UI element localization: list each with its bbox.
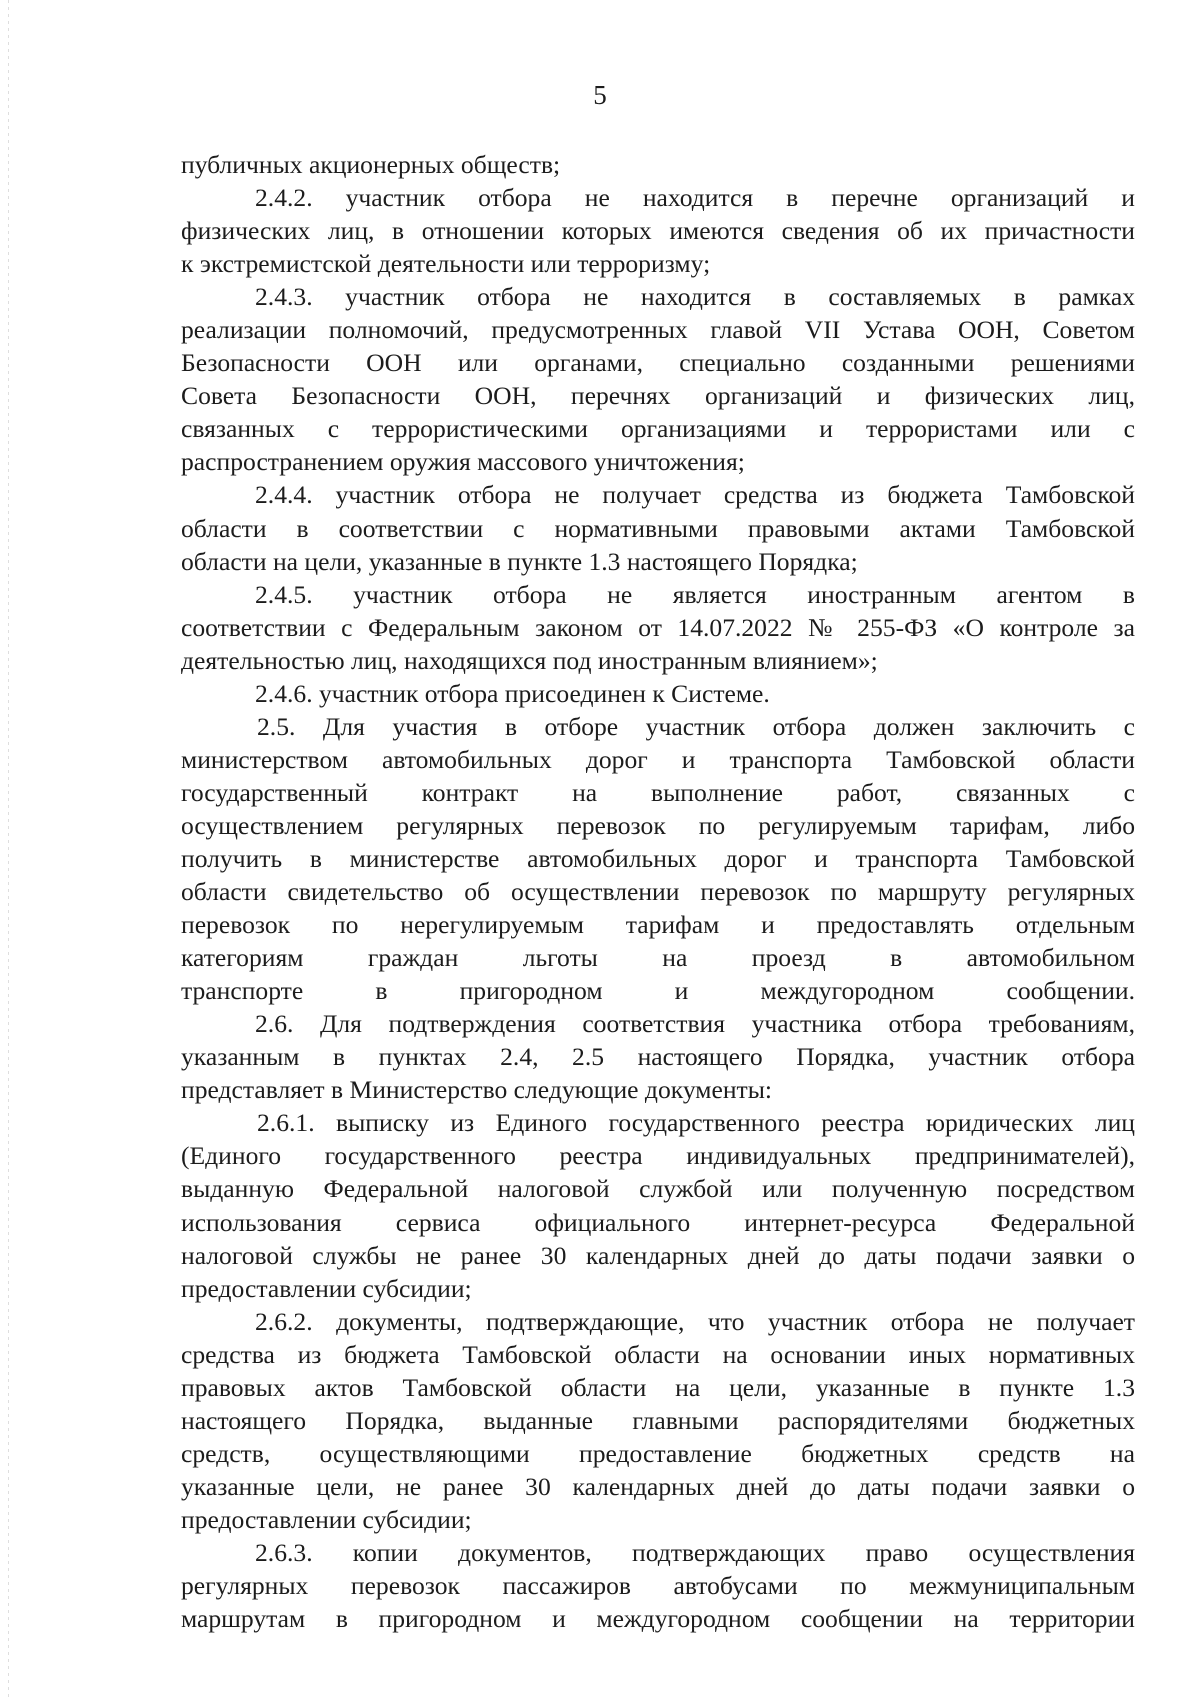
text-line: области свидетельство об осуществлении перевозок по маршруту регулярных <box>181 877 1135 907</box>
text-line: маршрутам в пригородном и междугородном сообщении на территории <box>181 1604 1135 1634</box>
text-line: Совета Безопасности ООН, перечнях организаций и физических лиц, <box>181 381 1135 411</box>
text-line: налоговой службы не ранее 30 календарных дней до даты подачи заявки о <box>181 1240 1135 1270</box>
text-line: средства из бюджета Тамбовской области на основании иных нормативных <box>181 1339 1135 1369</box>
text-line: осуществлением регулярных перевозок по регулируемым тарифам, либо <box>181 810 1135 840</box>
text-line: 2.4.3. участник отбора не находится в составляемых в рамках <box>255 282 1135 312</box>
text-line: 2.6. Для подтверждения соответствия участника отбора требованиям, <box>255 1009 1135 1039</box>
text-line: к экстремистской деятельности или терроризму; <box>181 249 711 279</box>
text-line: 2.6.1. выписку из Единого государственного реестра юридических лиц <box>257 1108 1135 1138</box>
text-line: (Единого государственного реестра индивидуальных предпринимателей), <box>181 1141 1135 1171</box>
text-line: использования сервиса официального интернет-ресурса Федеральной <box>181 1207 1135 1237</box>
text-line: государственный контракт на выполнение работ, связанных с <box>181 777 1135 807</box>
text-line: публичных акционерных обществ; <box>181 150 561 179</box>
text-line: 2.6.2. документы, подтверждающие, что участник отбора не получает <box>255 1306 1135 1336</box>
text-line: соответствии с Федеральным законом от 14.07.2022 № 255-ФЗ «О контроле за <box>181 612 1135 642</box>
text-line: регулярных перевозок пассажиров автобусами по межмуниципальным <box>181 1571 1135 1601</box>
text-line: распространением оружия массового уничтожения; <box>181 447 745 477</box>
text-line: физических лиц, в отношении которых имеются сведения об их причастности <box>181 216 1135 246</box>
document-body <box>181 148 1135 1635</box>
text-line: настоящего Порядка, выданные главными распорядителями бюджетных <box>181 1405 1135 1435</box>
text-line: деятельностью лиц, находящихся под иностранным влиянием»; <box>181 645 878 675</box>
text-line: представляет в Министерство следующие документы: <box>181 1075 773 1105</box>
text-line: 2.4.2. участник отбора не находится в перечне организаций и <box>255 183 1135 213</box>
text-line: средств, осуществляющими предоставление бюджетных средств на <box>181 1438 1135 1468</box>
text-line: правовых актов Тамбовской области на цели, указанные в пункте 1.3 <box>181 1372 1135 1402</box>
text-line: 2.5. Для участия в отборе участник отбора должен заключить с <box>257 711 1135 741</box>
text-line: связанных с террористическими организациями и террористами или с <box>181 414 1135 444</box>
text-line: выданную Федеральной налоговой службой или полученную посредством <box>181 1174 1135 1204</box>
text-line: получить в министерстве автомобильных дорог и транспорта Тамбовской <box>181 843 1135 873</box>
text-line: предоставлении субсидии; <box>181 1504 472 1534</box>
text-line: 2.4.5. участник отбора не является иностранным агентом в <box>255 579 1135 609</box>
text-line: указанные цели, не ранее 30 календарных дней до даты подачи заявки о <box>181 1471 1135 1501</box>
text-line: министерством автомобильных дорог и транспорта Тамбовской области <box>181 744 1135 774</box>
text-line: указанным в пунктах 2.4, 2.5 настоящего Порядка, участник отбора <box>181 1042 1135 1072</box>
text-line: области в соответствии с нормативными правовыми актами Тамбовской <box>181 513 1135 543</box>
scan-edge-artifact <box>8 0 9 1697</box>
text-line: предоставлении субсидии; <box>181 1273 472 1303</box>
text-line: области на цели, указанные в пункте 1.3 настоящего Порядка; <box>181 546 858 576</box>
text-line: 2.6.3. копии документов, подтверждающих право осуществления <box>255 1537 1135 1567</box>
text-line: перевозок по нерегулируемым тарифам и предоставлять отдельным <box>181 910 1135 940</box>
text-line: транспорте в пригородном и междугородном сообщении. <box>181 976 1135 1006</box>
text-line: Безопасности ООН или органами, специально созданными решениями <box>181 348 1135 378</box>
page-number: 5 <box>593 80 607 110</box>
text-line: категориям граждан льготы на проезд в автомобильном <box>181 943 1135 973</box>
text-line: реализации полномочий, предусмотренных главой VII Устава ООН, Советом <box>181 315 1135 345</box>
text-line: 2.4.4. участник отбора не получает средства из бюджета Тамбовской <box>255 480 1135 510</box>
text-line: 2.4.6. участник отбора присоединен к Системе. <box>255 678 770 708</box>
